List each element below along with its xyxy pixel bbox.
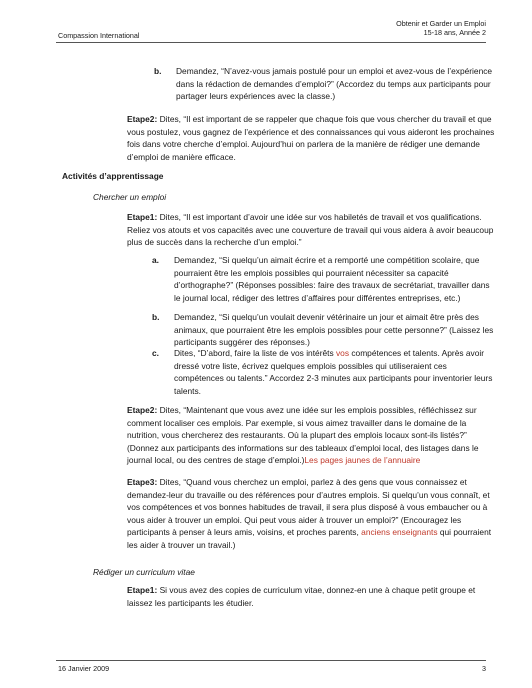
subheading-curriculum-vitae: Rédiger un curriculum vitae <box>93 567 195 577</box>
step-label: Etape3: <box>127 477 158 487</box>
step-text: Si vous avez des copies de curriculum vitae, donnez-en une à chaque petit groupe et laissez les participants les étudier. <box>127 585 476 608</box>
step-label: Etape2: <box>127 114 158 124</box>
step-label: Etape1: <box>127 212 158 222</box>
header-organization: Compassion International <box>58 31 140 40</box>
footer-date: 16 Janvier 2009 <box>58 664 110 673</box>
section-heading: Activités d’apprentissage <box>62 171 164 181</box>
item-text: Demandez, “N’avez-vous jamais postulé pour un emploi et avez-vous de l’expérience dans la rédaction de demandes d’emploi?” (Accordez du temps aux participants pour partager leurs expériences avec la classe.) <box>176 66 493 102</box>
item-letter: b. <box>154 66 162 76</box>
step-label: Etape1: <box>127 585 158 595</box>
item-text: Demandez, “Si quelqu’un voulait devenir vétérinaire un jour et aimait être près des animaux, que pourraient être les emplois possibles pour cette personne?” (Laissez les participants suggérer des réponses.) <box>174 312 494 348</box>
intro-etape2 <box>127 113 495 163</box>
header-title-line2: 15-18 ans, Année 2 <box>423 28 486 37</box>
item-text-part: compétences et talents. Après avoir dressé votre liste, écrivez quelques emplois possibles qui utiliseraient ces compétences ou talents.” Accordez 2-3 minutes aux participants pour inventorier leurs talents. <box>174 348 493 396</box>
step-text: Dites, “Il est important d’avoir une idée sur vos habiletés de travail et vos qualifications. Reliez vos atouts et vos capacités avec une couverture de travail qui vous aidera à avoir beaucoup plus de succès dans la recherche d’un emploi.” <box>127 212 494 248</box>
subheading-chercher-emploi: Chercher un emploi <box>93 192 167 202</box>
header-divider <box>56 42 486 43</box>
item-text-part: Dites, “D’abord, faire la liste de vos intérêts <box>174 348 336 358</box>
step-text-highlight: anciens enseignants <box>361 527 438 538</box>
section1-etape3 <box>127 476 495 552</box>
header-document-title <box>396 19 486 37</box>
step-text: Dites, “Maintenant que vous avez une idée sur les emplois possibles, réfléchissez sur comment localiser ces emplois. Par exemple, si vous aimez travailler dans le domaine de la nutrition, vous chercherez des restaurants. Où la plupart des emplois locaux sont-ils listés?” (Donnez aux participants des informations sur des tableaux d’emploi local, des listages dans le journal local, ou des centres de stage d’emploi.) <box>127 405 479 466</box>
step-label: Etape2: <box>127 405 158 415</box>
section1-etape2 <box>127 404 495 467</box>
item-text: Demandez, “Si quelqu’un aimait écrire et a remporté une compétition scolaire, que pourraient être les emplois possibles qui pourraient nécessiter sa capacité d’orthographe?” (Réponses possibles: faire des travaux de secrétariat, travailler dans le journal local, rédiger des lettres d’affaires pour différentes entreprises, etc.) <box>174 255 490 303</box>
section1-etape1 <box>127 211 495 249</box>
step-text: Dites, “Il est important de se rappeler que chaque fois que vous chercher du travail et que vous postulez, vous gagnez de l’expérience et des connaissances qui vous aideront les prochaines fois dans votre cherche d’emploi. Aujourd’hui on parlera de la manière de rédiger une demande d’emploi de manière efficace. <box>127 114 495 162</box>
step-text-highlight: Les pages jaunes de l’annuaire <box>304 455 421 466</box>
header-title-line1: Obtenir et Garder un Emploi <box>396 19 486 28</box>
step-text: qui pourraient les aider à trouver un travail.) <box>127 527 492 550</box>
item-letter: a. <box>152 255 159 265</box>
item-text <box>174 347 496 397</box>
item-text-highlight: vos <box>335 348 350 358</box>
step-text: Dites, “Quand vous cherchez un emploi, parlez à des gens que vous connaissez et demandez-leur du travaille ou des références pour d’autres emplois. Si quelqu’un vous connaît, et vos compétences et vos bonnes habitudes de travail, il sera plus disposé à vous embaucher ou à vous aider à trouver un emploi. Qui peut vous aider à trouver un emploi?” (Encouragez les participants à penser à leurs amis, voisins, et proches parents, <box>127 477 490 538</box>
page-number: 3 <box>482 664 486 673</box>
footer-divider <box>56 660 486 661</box>
item-letter: c. <box>152 348 159 358</box>
item-letter: b. <box>152 312 160 322</box>
section2-etape1 <box>127 584 495 609</box>
